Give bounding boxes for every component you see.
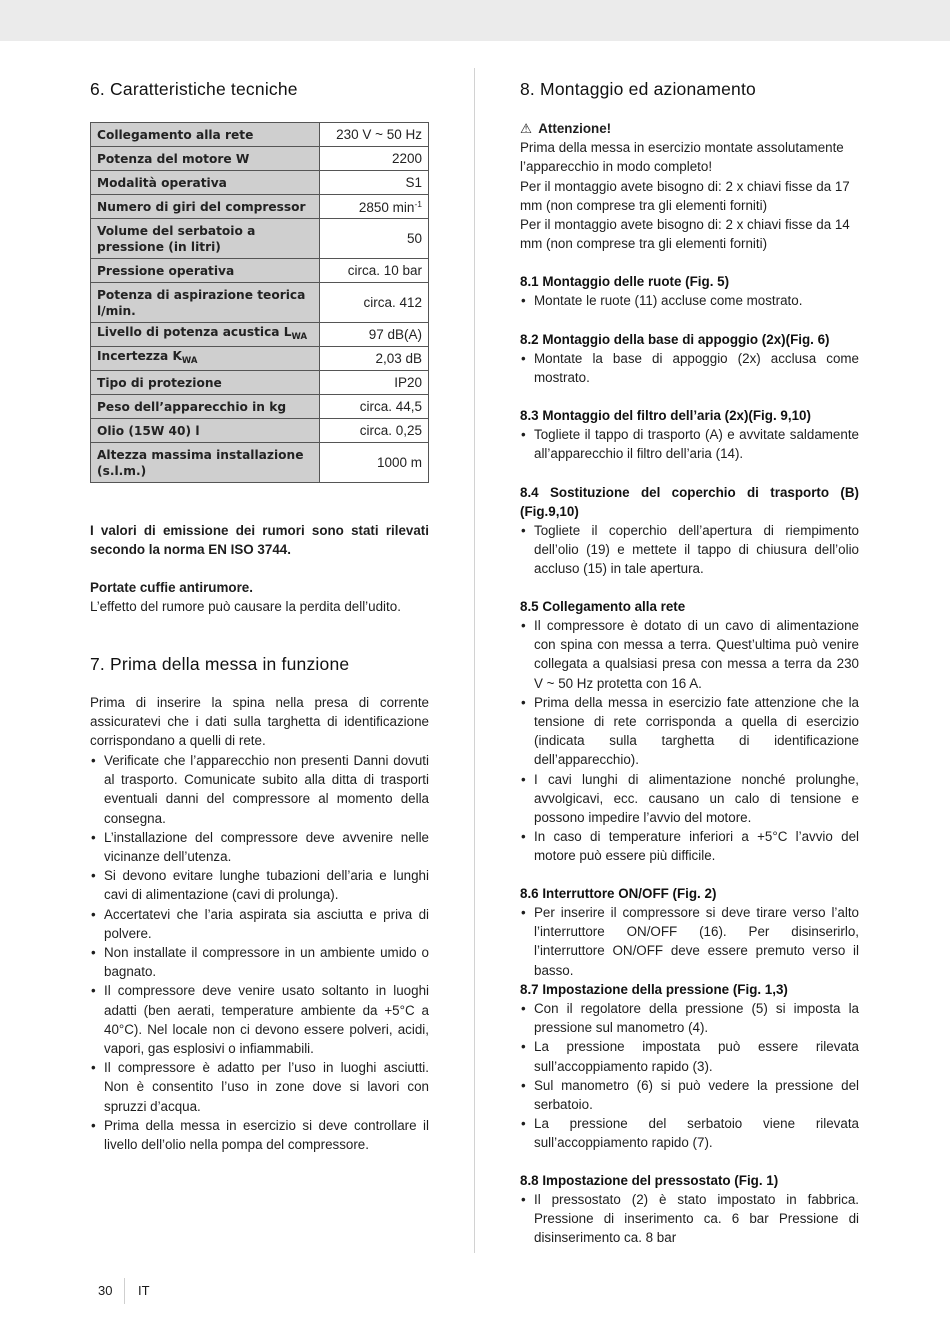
spec-row bbox=[91, 371, 429, 395]
spec-value-sup: -1 bbox=[414, 198, 422, 209]
warning-heading bbox=[520, 119, 859, 138]
warning-line: Per il montaggio avete bisogno di: 2 x chiavi fisse da 17 mm (non comprese tra gli elementi forniti) bbox=[520, 179, 850, 214]
list-item: • I cavi lunghi di alimentazione nonché prolunghe, avvolgicavi, ecc. causano un calo di tensione e possono impedire l’avvio del motore. bbox=[520, 770, 859, 828]
spec-value: 2,03 dB bbox=[320, 347, 429, 371]
spec-label: Altezza massima installazione (s.l.m.) bbox=[91, 443, 320, 483]
list-item: • Prima della messa in esercizio fate attenzione che la tensione di rete corrisponda a quella di esercizio (indicata sulla targhetta di identificazione dell’apparecchio). bbox=[520, 693, 859, 770]
spec-row bbox=[91, 147, 429, 171]
spec-label-sub: WA bbox=[291, 332, 308, 342]
spec-label bbox=[91, 323, 320, 347]
spec-label: Potenza di aspirazione teorica l/min. bbox=[91, 283, 320, 323]
section-7-list bbox=[90, 751, 429, 1154]
spec-value: circa. 0,25 bbox=[320, 419, 429, 443]
spec-value: circa. 10 bar bbox=[320, 259, 429, 283]
subsection-8-3-list bbox=[520, 425, 859, 463]
subsection-8-4-list bbox=[520, 521, 859, 579]
list-item: • Con il regolatore della pressione (5) si imposta la pressione sul manometro (4). bbox=[520, 999, 859, 1037]
warning-title: Attenzione! bbox=[538, 121, 612, 136]
spec-value: 2200 bbox=[320, 147, 429, 171]
list-item: • Accertatevi che l’aria aspirata sia asciutta e priva di polvere. bbox=[90, 905, 429, 943]
spec-label-text: Livello di potenza acustica L bbox=[97, 325, 292, 339]
subsection-8-6-list bbox=[520, 903, 859, 980]
spec-label: Collegamento alla rete bbox=[91, 123, 320, 147]
list-item: • Il compressore è dotato di un cavo di alimentazione con spina con messa a terra. Quest’ultima può venire collegata a qualsiasi presa con messa a terra da 230 V ~ 50 Hz protetta con 16 A. bbox=[520, 616, 859, 693]
list-item: • L’installazione del compressore deve avvenire nelle vicinanze dell’utenza. bbox=[90, 828, 429, 866]
spec-value: 97 dB(A) bbox=[320, 323, 429, 347]
noise-note: I valori di emissione dei rumori sono stati rilevati secondo la norma EN ISO 3744. bbox=[90, 523, 429, 558]
language-code: IT bbox=[138, 1283, 150, 1298]
spec-label: Modalità operativa bbox=[91, 171, 320, 195]
spec-row bbox=[91, 171, 429, 195]
spec-row bbox=[91, 395, 429, 419]
spec-label: Numero di giri del compressor bbox=[91, 195, 320, 219]
spec-value: circa. 412 bbox=[320, 283, 429, 323]
spec-row bbox=[91, 195, 429, 219]
subsection-8-1-title: 8.1 Montaggio delle ruote (Fig. 5) bbox=[520, 274, 730, 289]
spec-label-sub: WA bbox=[181, 356, 198, 366]
list-item: • Verificate che l’apparecchio non presenti Danni dovuti al trasporto. Comunicate subito alla ditta di trasporti eventuali danni del compressore al momento della consegna. bbox=[90, 751, 429, 828]
spec-row bbox=[91, 219, 429, 259]
subsection-8-2-title: 8.2 Montaggio della base di appoggio (2x)(Fig. 6) bbox=[520, 332, 830, 347]
list-item: • Il pressostato (2) è stato impostato in fabbrica. Pressione di inserimento ca. 6 bar Pressione di disinserimento ca. 8 bar bbox=[520, 1190, 859, 1248]
spec-value: IP20 bbox=[320, 371, 429, 395]
spec-label bbox=[91, 347, 320, 371]
spec-row bbox=[91, 347, 429, 371]
section-6-title: 6. Caratteristiche tecniche bbox=[90, 79, 298, 99]
list-item: • Il compressore è adatto per l’uso in luoghi asciutti. Non è consentito l’uso in zone dove si lavori con spruzzi d’acqua. bbox=[90, 1058, 429, 1116]
spec-value-text: 2850 min bbox=[358, 199, 415, 215]
section-7-intro: Prima di inserire la spina nella presa di corrente assicuratevi che i dati sulla targhetta di identificazione corrispondano a quelli di rete. bbox=[90, 695, 429, 749]
warning-line: Per il montaggio avete bisogno di: 2 x chiavi fisse da 14 mm (non comprese tra gli elementi forniti) bbox=[520, 217, 850, 252]
spec-label: Volume del serbatoio a pressione (in litri) bbox=[91, 219, 320, 259]
subsection-8-5-list bbox=[520, 616, 859, 866]
spec-label: Peso dell’apparecchio in kg bbox=[91, 395, 320, 419]
subsection-8-7-list bbox=[520, 999, 859, 1153]
spec-row bbox=[91, 323, 429, 347]
subsection-8-8-list bbox=[520, 1190, 859, 1248]
spec-label: Tipo di protezione bbox=[91, 371, 320, 395]
list-item: • Montate le ruote (11) accluse come mostrato. bbox=[520, 291, 859, 310]
section-8-title: 8. Montaggio ed azionamento bbox=[520, 79, 756, 99]
spec-row bbox=[91, 259, 429, 283]
list-item: • Non installate il compressore in un ambiente umido o bagnato. bbox=[90, 943, 429, 981]
subsection-8-1-list bbox=[520, 291, 859, 310]
subsection-8-4-title: 8.4 Sostituzione del coperchio di trasporto (B) (Fig.9,10) bbox=[520, 485, 859, 520]
page-number: 30 bbox=[98, 1283, 113, 1298]
spec-label-text: Incertezza K bbox=[97, 349, 182, 363]
spec-row bbox=[91, 123, 429, 147]
list-item: • Montate la base di appoggio (2x) acclusa come mostrato. bbox=[520, 349, 859, 387]
subsection-8-3-title: 8.3 Montaggio del filtro dell’aria (2x)(Fig. 9,10) bbox=[520, 408, 811, 423]
spec-label: Potenza del motore W bbox=[91, 147, 320, 171]
list-item: • Prima della messa in esercizio si deve controllare il livello dell’olio nella pompa del compressore. bbox=[90, 1116, 429, 1154]
subsection-8-5-title: 8.5 Collegamento alla rete bbox=[520, 599, 686, 614]
spec-row bbox=[91, 443, 429, 483]
spec-value: 50 bbox=[320, 219, 429, 259]
footer-divider bbox=[124, 1278, 125, 1304]
spec-value: 1000 m bbox=[320, 443, 429, 483]
warning-icon: ⚠ bbox=[520, 121, 533, 136]
list-item: • Sul manometro (6) si può vedere la pressione del serbatoio. bbox=[520, 1076, 859, 1114]
top-bar bbox=[0, 0, 950, 41]
spec-table bbox=[90, 122, 429, 483]
subsection-8-2-list bbox=[520, 349, 859, 387]
spec-row bbox=[91, 419, 429, 443]
list-item: • Il compressore deve venire usato soltanto in luoghi adatti (ben aerati, temperature ambiente da +5°C a 40°C). Nel locale non ci devono essere polveri, acidi, vapori, gas esplosivi o infiammabili. bbox=[90, 981, 429, 1058]
spec-value bbox=[320, 195, 429, 219]
list-item: • In caso di temperature inferiori a +5°C l’avvio del motore può essere più difficile. bbox=[520, 827, 859, 865]
subsection-8-6-title: 8.6 Interruttore ON/OFF (Fig. 2) bbox=[520, 886, 717, 901]
subsection-8-8-title: 8.8 Impostazione del pressostato (Fig. 1) bbox=[520, 1173, 779, 1188]
spec-row bbox=[91, 283, 429, 323]
list-item: • Si devono evitare lunghe tubazioni dell’aria e lunghi cavi di alimentazione (cavi di prolunga). bbox=[90, 866, 429, 904]
spec-value: 230 V ~ 50 Hz bbox=[320, 123, 429, 147]
spec-label: Pressione operativa bbox=[91, 259, 320, 283]
ear-protection-title: Portate cuffie antirumore. bbox=[90, 580, 253, 595]
spec-value: circa. 44,5 bbox=[320, 395, 429, 419]
column-divider bbox=[474, 68, 475, 1253]
spec-value: S1 bbox=[320, 171, 429, 195]
list-item: • Per inserire il compressore si deve tirare verso l’alto l’interruttore ON/OFF (16). Per disinserirlo, l’interruttore ON/OFF deve essere premuto verso il basso. bbox=[520, 903, 859, 980]
spec-label: Olio (15W 40) l bbox=[91, 419, 320, 443]
ear-protection-text: L’effetto del rumore può causare la perdita dell’udito. bbox=[90, 599, 401, 614]
list-item: • Togliete il tappo di trasporto (A) e avvitate saldamente all’apparecchio il filtro dell’aria (14). bbox=[520, 425, 859, 463]
list-item: • Togliete il coperchio dell’apertura di riempimento dell’olio (19) e mettete il tappo di chiusura dell’olio accluso (15) in tale apertura. bbox=[520, 521, 859, 579]
subsection-8-7-title: 8.7 Impostazione della pressione (Fig. 1,3) bbox=[520, 982, 788, 997]
section-7-title: 7. Prima della messa in funzione bbox=[90, 654, 350, 674]
warning-line: Prima della messa in esercizio montate assolutamente l’apparecchio in modo completo! bbox=[520, 140, 844, 175]
list-item: • La pressione impostata può essere rilevata sull’accoppiamento rapido (3). bbox=[520, 1037, 859, 1075]
list-item: • La pressione del serbatoio viene rilevata sull’accoppiamento rapido (7). bbox=[520, 1114, 859, 1152]
